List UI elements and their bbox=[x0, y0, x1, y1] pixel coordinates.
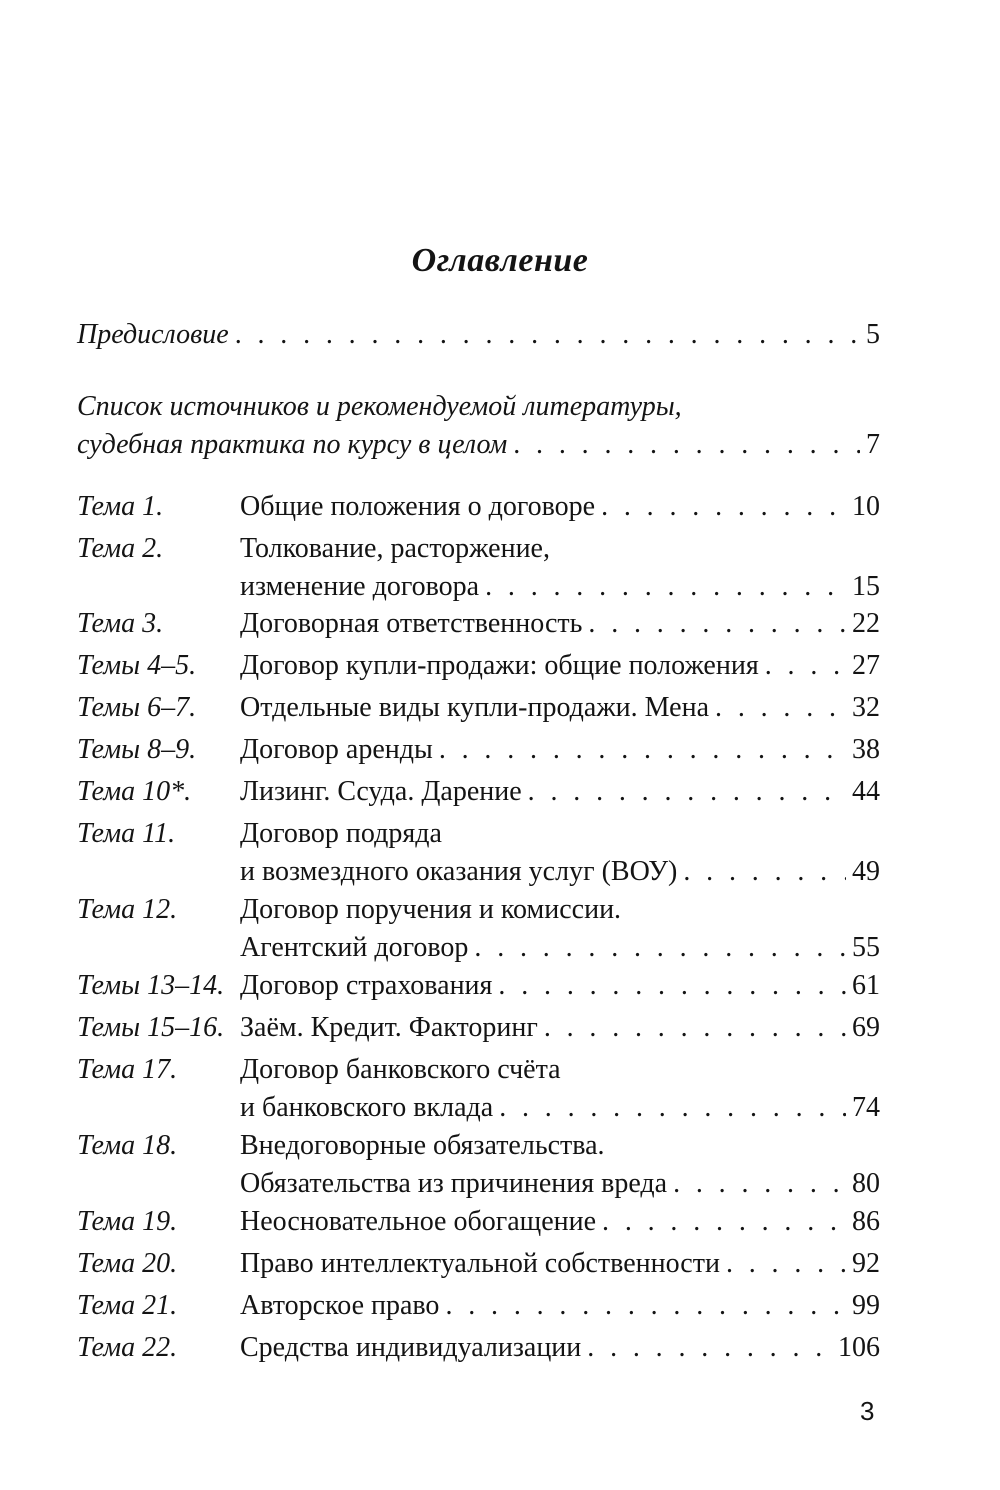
topic-body bbox=[240, 689, 880, 727]
toc-entry-topic[interactable] bbox=[77, 647, 880, 685]
toc-entry-title: изменение договора bbox=[240, 571, 480, 602]
topic-label: Темы 4–5. bbox=[77, 650, 197, 681]
toc-entry-title: Право интеллектуальной собственности bbox=[240, 1248, 720, 1279]
toc-entry-title: Средства индивидуализации bbox=[240, 1332, 582, 1363]
topic-body bbox=[240, 530, 880, 606]
toc-entry-title: Договор поручения и комиссии. bbox=[240, 894, 622, 925]
toc-entry-title: Лизинг. Ссуда. Дарение bbox=[240, 776, 522, 807]
toc-entry-topic[interactable] bbox=[77, 530, 880, 606]
dot-leader bbox=[544, 1009, 846, 1047]
toc-page-number: 7 bbox=[866, 429, 880, 460]
toc-entry-title: Список источников и рекомендуемой литературы, bbox=[77, 391, 682, 422]
toc-entry-topic[interactable] bbox=[77, 1287, 880, 1325]
toc-entry-topic[interactable] bbox=[77, 1329, 880, 1367]
topic-label: Темы 13–14. bbox=[77, 970, 225, 1001]
toc-page-number: 99 bbox=[852, 1290, 880, 1321]
toc-line bbox=[240, 1165, 880, 1203]
topic-label: Тема 21. bbox=[77, 1290, 178, 1321]
toc-line bbox=[240, 605, 880, 643]
dot-leader bbox=[485, 568, 846, 606]
topic-label: Тема 19. bbox=[77, 1206, 178, 1237]
toc-entry-title: Договор купли-продажи: общие положения bbox=[240, 650, 759, 681]
topic-label: Тема 18. bbox=[77, 1130, 178, 1161]
toc-entry-topic[interactable] bbox=[77, 773, 880, 811]
toc-page-number: 32 bbox=[852, 692, 880, 723]
topic-body bbox=[240, 605, 880, 643]
topic-label: Тема 2. bbox=[77, 533, 164, 564]
toc-line bbox=[240, 689, 880, 727]
dot-leader bbox=[498, 967, 846, 1005]
topic-label: Тема 11. bbox=[77, 818, 176, 849]
toc-page-number: 10 bbox=[852, 491, 880, 522]
dot-leader bbox=[513, 426, 860, 464]
topic-label: Тема 1. bbox=[77, 491, 164, 522]
page-number: 3 bbox=[860, 1396, 875, 1426]
toc-entry-title: Неосновательное обогащение bbox=[240, 1206, 597, 1237]
topic-body bbox=[240, 1127, 880, 1203]
toc-line bbox=[240, 773, 880, 811]
toc-line bbox=[240, 853, 880, 891]
topic-body bbox=[240, 773, 880, 811]
topic-body bbox=[240, 891, 880, 967]
dot-leader bbox=[587, 1329, 832, 1367]
toc-entry-topic[interactable] bbox=[77, 1203, 880, 1241]
toc-page-number: 15 bbox=[852, 571, 880, 602]
dot-leader bbox=[683, 853, 846, 891]
toc-page-number: 38 bbox=[852, 734, 880, 765]
dot-leader bbox=[588, 605, 846, 643]
toc-line bbox=[240, 1203, 880, 1241]
topic-label: Темы 8–9. bbox=[77, 734, 197, 765]
toc-page-number: 61 bbox=[852, 970, 880, 1001]
toc-entry-title: Агентский договор bbox=[240, 932, 469, 963]
toc-entry-topic[interactable] bbox=[77, 605, 880, 643]
dot-leader bbox=[601, 488, 846, 526]
topic-label: Темы 6–7. bbox=[77, 692, 197, 723]
toc-entry-topic[interactable] bbox=[77, 1051, 880, 1127]
toc-entry-title: Толкование, расторжение, bbox=[240, 533, 550, 564]
toc-entry-title: судебная практика по курсу в целом bbox=[77, 429, 508, 460]
toc-line bbox=[240, 1089, 880, 1127]
toc-entry-topic[interactable] bbox=[77, 1127, 880, 1203]
toc-line bbox=[77, 388, 880, 426]
toc-entry-title: Заём. Кредит. Факторинг bbox=[240, 1012, 538, 1043]
toc-page-number: 86 bbox=[852, 1206, 880, 1237]
toc-entry-title: Договорная ответственность bbox=[240, 608, 583, 639]
topic-body bbox=[240, 967, 880, 1005]
toc-page-number: 69 bbox=[852, 1012, 880, 1043]
toc-line bbox=[240, 731, 880, 769]
toc-line bbox=[240, 1127, 880, 1165]
dot-leader bbox=[673, 1165, 846, 1203]
toc-page-number: 106 bbox=[838, 1332, 880, 1363]
toc-entry-title: и банковского вклада bbox=[240, 1092, 494, 1123]
toc-line bbox=[240, 568, 880, 606]
topic-label: Тема 22. bbox=[77, 1332, 178, 1363]
topic-body bbox=[240, 488, 880, 526]
toc-line bbox=[77, 426, 880, 464]
toc-line bbox=[240, 530, 880, 568]
toc-entry-title: Договор страхования bbox=[240, 970, 493, 1001]
toc-page-number: 80 bbox=[852, 1168, 880, 1199]
toc-line bbox=[240, 815, 880, 853]
toc-entry-title: и возмездного оказания услуг (ВОУ) bbox=[240, 856, 678, 887]
dot-leader bbox=[499, 1089, 846, 1127]
topic-body bbox=[240, 1051, 880, 1127]
toc-entry-topic[interactable] bbox=[77, 1009, 880, 1047]
topic-body bbox=[240, 731, 880, 769]
topic-body bbox=[240, 1203, 880, 1241]
topic-label: Тема 12. bbox=[77, 894, 178, 925]
toc-page-number: 49 bbox=[852, 856, 880, 887]
topic-label: Тема 10*. bbox=[77, 776, 192, 807]
topic-label: Темы 15–16. bbox=[77, 1012, 225, 1043]
dot-leader bbox=[474, 929, 846, 967]
toc-entry-topic[interactable] bbox=[77, 689, 880, 727]
toc-entry-title: Внедоговорные обязательства. bbox=[240, 1130, 605, 1161]
dot-leader bbox=[715, 689, 846, 727]
topic-label: Тема 17. bbox=[77, 1054, 178, 1085]
toc-entry-topic[interactable] bbox=[77, 731, 880, 769]
toc-entry-topic[interactable] bbox=[77, 1245, 880, 1283]
dot-leader bbox=[602, 1203, 846, 1241]
toc-line bbox=[240, 1245, 880, 1283]
toc-page-number: 74 bbox=[852, 1092, 880, 1123]
toc-page-number: 55 bbox=[852, 932, 880, 963]
toc-entry-title: Договор аренды bbox=[240, 734, 433, 765]
topic-body bbox=[240, 1329, 880, 1367]
toc-line bbox=[77, 316, 880, 354]
toc-entry-intro[interactable] bbox=[77, 316, 880, 354]
toc-entry-title: Обязательства из причинения вреда bbox=[240, 1168, 668, 1199]
toc-line bbox=[240, 1287, 880, 1325]
dot-leader bbox=[439, 731, 846, 769]
toc-entry-topic[interactable] bbox=[77, 815, 880, 891]
topic-label: Тема 20. bbox=[77, 1248, 178, 1279]
dot-leader bbox=[235, 316, 860, 354]
toc-line bbox=[240, 647, 880, 685]
toc-title: Оглавление bbox=[411, 242, 589, 279]
topic-label: Тема 3. bbox=[77, 608, 164, 639]
dot-leader bbox=[765, 647, 846, 685]
topic-body bbox=[240, 1287, 880, 1325]
toc-line bbox=[240, 891, 880, 929]
toc-entry-title: Договор подряда bbox=[240, 818, 442, 849]
toc-page-number: 5 bbox=[866, 319, 880, 350]
dot-leader bbox=[726, 1245, 846, 1283]
toc-entry-title: Авторское право bbox=[240, 1290, 440, 1321]
toc-entry-intro[interactable] bbox=[77, 388, 880, 464]
toc-line bbox=[240, 1009, 880, 1047]
topic-body bbox=[240, 1009, 880, 1047]
toc-line bbox=[240, 929, 880, 967]
toc-entry-title: Общие положения о договоре bbox=[240, 491, 596, 522]
toc-line bbox=[240, 967, 880, 1005]
topic-body bbox=[240, 815, 880, 891]
topic-body bbox=[240, 647, 880, 685]
dot-leader bbox=[528, 773, 846, 811]
dot-leader bbox=[445, 1287, 846, 1325]
toc-line bbox=[240, 1329, 880, 1367]
toc-page-number: 27 bbox=[852, 650, 880, 681]
toc-page-number: 44 bbox=[852, 776, 880, 807]
toc-page-number: 22 bbox=[852, 608, 880, 639]
toc-entry-title: Предисловие bbox=[77, 319, 229, 350]
toc-entry-topic[interactable] bbox=[77, 488, 880, 526]
toc-entry-topic[interactable] bbox=[77, 967, 880, 1005]
toc-page-number: 92 bbox=[852, 1248, 880, 1279]
toc-line bbox=[240, 1051, 880, 1089]
toc-entry-topic[interactable] bbox=[77, 891, 880, 967]
topic-body bbox=[240, 1245, 880, 1283]
toc-entry-title: Договор банковского счёта bbox=[240, 1054, 561, 1085]
toc-entry-title: Отдельные виды купли-продажи. Мена bbox=[240, 692, 710, 723]
toc-line bbox=[240, 488, 880, 526]
